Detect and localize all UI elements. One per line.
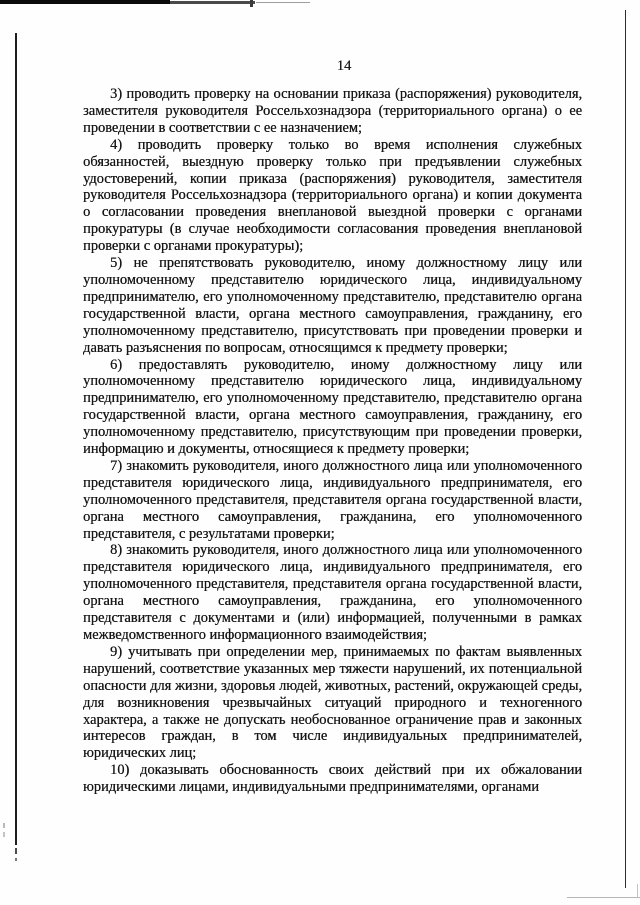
- page-number: 14: [336, 58, 352, 74]
- scan-artifact-top-bar-light: [256, 2, 310, 4]
- scan-artifact-left-edge-line: [15, 33, 17, 845]
- paragraph-item-6: 6) предоставлять руководителю, иному должностному лицу или уполномоченному представителю юридического лица, индивидуальному предпринимателю, его уполномоченному представителю, представителю органа государственной власти, органа местного самоуправления, гражданину, его уполномоченному представителю, присутствующим при проведении проверки, информацию и документы, относящиеся к предмету проверки;: [83, 356, 582, 458]
- paragraph-item-7: 7) знакомить руководителя, иного должностного лица или уполномоченного представителя юридического лица, индивидуального предпринимателя, его уполномоченного представителя, представителя органа государственной власти, органа местного самоуправления, гражданина, его уполномоченного представителя, с результатами проверки;: [83, 457, 582, 542]
- scan-artifact-left-dash-faint: [15, 858, 17, 861]
- paragraph-item-9: 9) учитывать при определении мер, принимаемых по фактам выявленных нарушений, соответствие указанных мер тяжести нарушений, их потенциальной опасности для жизни, здоровья людей, животных, растений, окружающей среды, для возникновения чрезвычайных ситуаций природного и техногенного характера, а также не допускать необоснованное ограничение прав и законных интересов граждан, в том числе индивидуальных предпринимателей, юридических лиц;: [83, 643, 582, 762]
- scan-artifact-top-tick: [250, 0, 253, 7]
- scan-artifact-left-dot-faint: [3, 832, 5, 837]
- paragraph-item-5: 5) не препятствовать руководителю, иному должностному лицу или уполномоченному представителю юридического лица, индивидуальному предпринимателю, его уполномоченному представителю, представителю органа государственной власти, органа местного самоуправления, гражданину, его уполномоченному представителю, присутствовать при проведении проверки и давать разъяснения по вопросам, относящимся к предмету проверки;: [83, 255, 582, 356]
- paragraph-item-4: 4) проводить проверку только во время исполнения служебных обязанностей, выездную проверку только при предъявлении служебных удостоверений, копии приказа (распоряжения) руководителя, заместителя руководителя Россельхознадзора (территориального органа) и копии документа о согласовании проведения внеплановой выездной проверки с органами прокуратуры (в случае необходимости согласования проведения внеплановой проверки с органами прокуратуры);: [83, 136, 582, 255]
- paragraph-item-3: 3) проводить проверку на основании приказа (распоряжения) руководителя, заместителя руководителя Россельхознадзора (территориального органа) о ее проведении в соответствии с ее назначением;: [83, 86, 582, 136]
- paragraph-item-8: 8) знакомить руководителя, иного должностного лица или уполномоченного представителя юридического лица, индивидуального предпринимателя, его уполномоченного представителя, представителя органа государственной власти, органа местного самоуправления, гражданина, его уполномоченного представителя с документами и (или) информацией, полученными в рамках межведомственного информационного взаимодействия;: [83, 542, 582, 643]
- scan-artifact-top-bar-fade: [170, 1, 255, 4]
- scan-artifact-top-bar: [0, 0, 170, 4]
- paragraph-item-10: 10) доказывать обоснованность своих действий при их обжаловании юридическими лицами, индивидуальными предпринимателями, органами: [83, 762, 582, 796]
- scan-artifact-bottom-right-vline: [637, 884, 638, 898]
- scan-artifact-bottom-right-hline: [567, 897, 640, 898]
- scan-artifact-left-dash: [15, 848, 17, 854]
- document-body: [83, 86, 582, 796]
- scan-artifact-left-dot: [3, 823, 5, 828]
- scan-artifact-right-edge-line: [625, 10, 627, 888]
